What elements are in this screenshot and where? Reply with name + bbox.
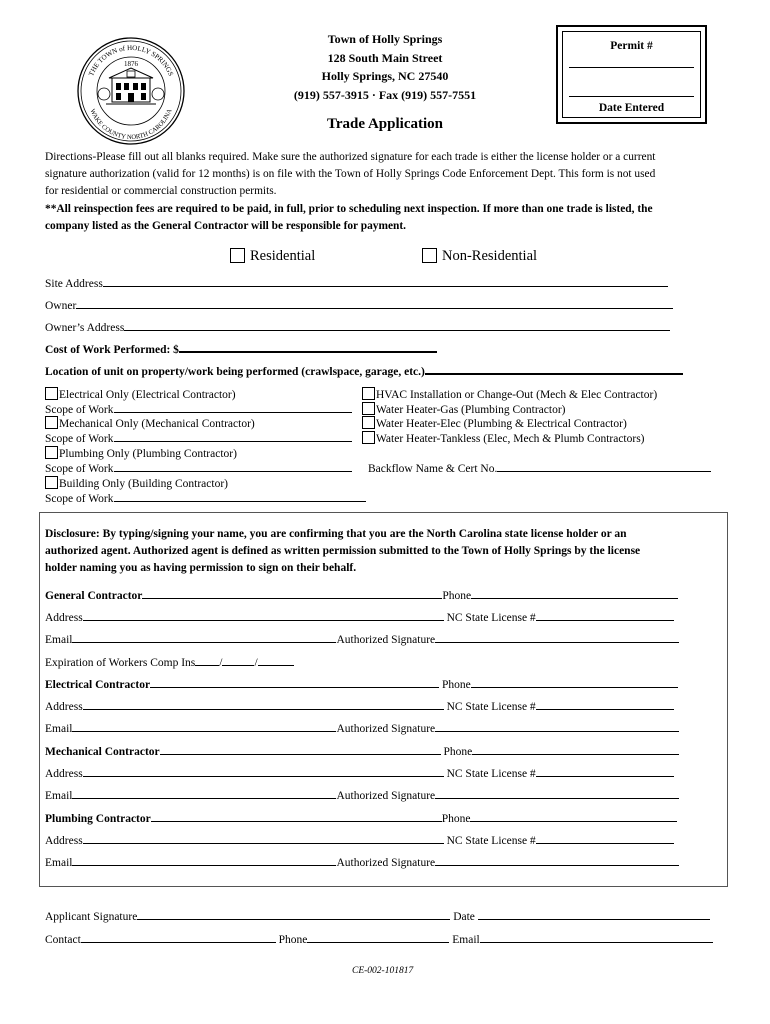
directions-line: for residential or commercial construction permits.: [45, 185, 277, 198]
general-address-field[interactable]: [83, 610, 444, 621]
cost-label: Cost of Work Performed: $: [45, 344, 179, 356]
hvac-label: HVAC Installation or Change-Out (Mech & Elec Contractor): [376, 389, 658, 401]
address-label: Address: [45, 768, 83, 780]
applicant-signature-label: Applicant Signature: [45, 911, 138, 923]
building-only-checkbox[interactable]: [45, 476, 58, 489]
scope-field-plumbing[interactable]: [114, 461, 352, 472]
mechanical-contractor-row: [45, 744, 679, 758]
electrical-contractor-row: [45, 677, 678, 691]
hvac-checkbox[interactable]: [362, 387, 375, 400]
plumbing-contractor-field[interactable]: [151, 811, 442, 822]
backflow-row: [368, 461, 711, 475]
electrical-license-field[interactable]: [536, 699, 674, 710]
water-heater-elec-checkbox[interactable]: [362, 416, 375, 429]
workers-comp-day-field[interactable]: [222, 655, 254, 666]
applicant-date-label: Date: [453, 911, 475, 923]
mechanical-license-field[interactable]: [536, 766, 674, 777]
residential-label: Residential: [250, 248, 316, 264]
email-label: Email: [45, 790, 73, 802]
owners-address-field[interactable]: [124, 320, 670, 331]
general-email-row: [45, 632, 679, 646]
water-heater-gas-label: Water Heater-Gas (Plumbing Contractor): [376, 404, 566, 416]
site-address-field[interactable]: [103, 276, 668, 287]
electrical-contractor-field[interactable]: [150, 677, 439, 688]
license-label: NC State License #: [446, 768, 536, 780]
directions-text: [45, 149, 725, 235]
applicant-phone-field[interactable]: [307, 932, 449, 943]
water-heater-gas-checkbox[interactable]: [362, 402, 375, 415]
scope-row-electrical: [45, 402, 352, 416]
electrical-phone-field[interactable]: [471, 677, 678, 688]
owners-address-label: Owner’s Address: [45, 322, 125, 334]
scope-row-mechanical: [45, 431, 352, 445]
site-address-row: [45, 276, 668, 290]
disclosure-line: Disclosure: By typing/signing your name, you are confirming that you are the North Carolina state license holder or an: [45, 528, 627, 540]
permit-number-label: Permit #: [610, 40, 653, 52]
email-label: Email: [45, 634, 73, 646]
mechanical-signature-field[interactable]: [435, 788, 679, 799]
applicant-signature-field[interactable]: [137, 909, 450, 920]
email-label: Email: [45, 857, 73, 869]
water-heater-elec-label: Water Heater-Elec (Plumbing & Electrical Contractor): [376, 418, 627, 430]
plumbing-contractor-row: [45, 811, 677, 825]
location-row: [45, 364, 683, 378]
date-entered-label: Date Entered: [598, 102, 665, 114]
mechanical-contractor-label: Mechanical Contractor: [45, 746, 160, 758]
water-heater-tankless-label: Water Heater-Tankless (Elec, Mech & Plumb Contractors): [376, 433, 645, 445]
backflow-label: Backflow Name & Cert No.: [368, 463, 498, 475]
water-heater-elec-option[interactable]: [362, 416, 627, 430]
address-label: Address: [45, 612, 83, 624]
mechanical-address-row: [45, 766, 674, 780]
signature-label: Authorized Signature: [336, 634, 436, 646]
electrical-address-row: [45, 699, 674, 713]
contact-field[interactable]: [81, 932, 276, 943]
backflow-field[interactable]: [497, 461, 711, 472]
general-address-row: [45, 610, 674, 624]
reinspection-note-line: **All reinspection fees are required to be paid, in full, prior to scheduling next inspection. If more than one trade is listed, the: [45, 202, 653, 215]
owner-field[interactable]: [76, 298, 673, 309]
plumbing-signature-field[interactable]: [435, 855, 679, 866]
directions-line: signature authorization (valid for 12 months) is on file with the Town of Holly Springs Code Enforcement Dept. This form is not used: [45, 168, 656, 181]
location-label: Location of unit on property/work being performed (crawlspace, garage, etc.): [45, 366, 425, 378]
workers-comp-label: Expiration of Workers Comp Ins: [45, 657, 196, 669]
header-address: [270, 30, 500, 104]
scope-label: Scope of Work: [45, 404, 114, 416]
general-license-field[interactable]: [536, 610, 674, 621]
signature-label: Authorized Signature: [336, 723, 436, 735]
electrical-address-field[interactable]: [83, 699, 444, 710]
mechanical-phone-field[interactable]: [472, 744, 679, 755]
residential-checkbox[interactable]: [230, 248, 245, 263]
workers-comp-year-field[interactable]: [258, 655, 294, 666]
hvac-option[interactable]: [362, 387, 657, 401]
scope-field-mechanical[interactable]: [114, 431, 352, 442]
town-street: 128 South Main Street: [327, 50, 443, 65]
svg-text:WAKE COUNTY NORTH CAROLINA: [88, 108, 173, 141]
contact-label: Contact: [45, 934, 81, 946]
town-seal-logo: [76, 36, 186, 146]
phone-label: Phone: [443, 746, 473, 758]
non-residential-checkbox[interactable]: [422, 248, 437, 263]
electrical-only-checkbox[interactable]: [45, 387, 58, 400]
form-code: CE-002-101817: [352, 966, 414, 976]
water-heater-tankless-checkbox[interactable]: [362, 431, 375, 444]
applicant-phone-label: Phone: [278, 934, 308, 946]
scope-row-plumbing: [45, 461, 352, 475]
general-contractor-row: [45, 588, 678, 602]
license-label: NC State License #: [446, 835, 536, 847]
plumbing-address-field[interactable]: [83, 833, 444, 844]
mechanical-only-checkbox[interactable]: [45, 416, 58, 429]
electrical-only-option[interactable]: [45, 387, 236, 401]
seal-top-text: THE TOWN of HOLLY SPRINGS: [87, 43, 175, 78]
cost-row: [45, 342, 437, 356]
scope-field-electrical[interactable]: [114, 402, 352, 413]
workers-comp-month-field[interactable]: [195, 655, 219, 666]
plumbing-license-field[interactable]: [536, 833, 674, 844]
date-entered-field[interactable]: [569, 96, 694, 97]
applicant-email-field[interactable]: [480, 932, 713, 943]
disclosure-line: authorized agent. Authorized agent is defined as written permission submitted to the Town of Holly Springs by the license: [45, 545, 641, 557]
seal-year: 1876: [124, 60, 138, 68]
plumbing-only-option[interactable]: [45, 446, 237, 460]
plumbing-address-row: [45, 833, 674, 847]
general-email-field[interactable]: [72, 632, 336, 643]
town-name: Town of Holly Springs: [327, 32, 443, 46]
scope-row-building: [45, 491, 366, 505]
phone-label: Phone: [441, 679, 471, 691]
cost-field[interactable]: [179, 342, 437, 353]
applicant-email-label: Email: [452, 934, 480, 946]
scope-label: Scope of Work: [45, 493, 114, 505]
directions-line: Directions-Please fill out all blanks required. Make sure the authorized signature for each trade is either the license holder or a current: [45, 151, 656, 163]
owner-label: Owner: [45, 300, 77, 312]
email-label: Email: [45, 723, 73, 735]
mechanical-only-option[interactable]: [45, 416, 255, 430]
plumbing-email-field[interactable]: [72, 855, 336, 866]
mechanical-contractor-field[interactable]: [160, 744, 441, 755]
mechanical-address-field[interactable]: [83, 766, 444, 777]
electrical-email-field[interactable]: [72, 721, 336, 732]
address-label: Address: [45, 835, 83, 847]
date-separator: /: [219, 657, 223, 669]
general-signature-field[interactable]: [435, 632, 679, 643]
electrical-signature-field[interactable]: [435, 721, 679, 732]
scope-label: Scope of Work: [45, 463, 114, 475]
water-heater-tankless-option[interactable]: [362, 431, 645, 445]
permit-number-field[interactable]: [569, 67, 694, 68]
water-heater-gas-option[interactable]: [362, 402, 566, 416]
phone-label: Phone: [441, 813, 471, 825]
location-field[interactable]: [425, 364, 683, 375]
plumbing-phone-field[interactable]: [470, 811, 677, 822]
address-label: Address: [45, 701, 83, 713]
mechanical-email-row: [45, 788, 679, 802]
phone-label: Phone: [442, 590, 472, 602]
owner-row: [45, 298, 673, 312]
workers-comp-row: [45, 655, 294, 669]
residential-option[interactable]: [230, 248, 315, 265]
applicant-date-field[interactable]: [478, 909, 710, 920]
building-only-option[interactable]: [45, 476, 228, 490]
license-label: NC State License #: [446, 612, 536, 624]
permit-box: [556, 25, 707, 124]
electrical-contractor-label: Electrical Contractor: [45, 679, 151, 691]
mechanical-email-field[interactable]: [72, 788, 336, 799]
plumbing-contractor-label: Plumbing Contractor: [45, 813, 151, 825]
signature-label: Authorized Signature: [336, 857, 436, 869]
scope-label: Scope of Work: [45, 433, 114, 445]
general-contractor-label: General Contractor: [45, 590, 143, 602]
owners-address-row: [45, 320, 670, 334]
applicant-signature-row: [45, 909, 710, 923]
signature-label: Authorized Signature: [336, 790, 436, 802]
town-phone-fax: (919) 557-3915 · Fax (919) 557-7551: [293, 87, 477, 102]
non-residential-option[interactable]: [422, 248, 537, 265]
date-separator: /: [254, 657, 258, 669]
scope-field-building[interactable]: [114, 491, 366, 502]
general-phone-field[interactable]: [471, 588, 678, 599]
disclosure-line: holder naming you as having permission to sign on their behalf.: [45, 562, 357, 574]
mechanical-only-label: Mechanical Only (Mechanical Contractor): [59, 418, 255, 430]
non-residential-label: Non-Residential: [442, 248, 538, 264]
building-only-label: Building Only (Building Contractor): [59, 478, 228, 490]
plumbing-only-label: Plumbing Only (Plumbing Contractor): [59, 448, 237, 460]
electrical-only-label: Electrical Only (Electrical Contractor): [59, 389, 236, 401]
reinspection-note-line: company listed as the General Contractor will be responsible for payment.: [45, 219, 407, 232]
seal-bottom-text: WAKE COUNTY NORTH CAROLINA: [88, 108, 174, 142]
page-title: Trade Application: [327, 116, 443, 132]
electrical-email-row: [45, 721, 679, 735]
plumbing-email-row: [45, 855, 679, 869]
site-address-label: Site Address: [45, 278, 103, 290]
town-city: Holly Springs, NC 27540: [321, 69, 449, 83]
general-contractor-field[interactable]: [142, 588, 442, 599]
applicant-contact-row: [45, 932, 713, 946]
plumbing-only-checkbox[interactable]: [45, 446, 58, 459]
license-label: NC State License #: [446, 701, 536, 713]
